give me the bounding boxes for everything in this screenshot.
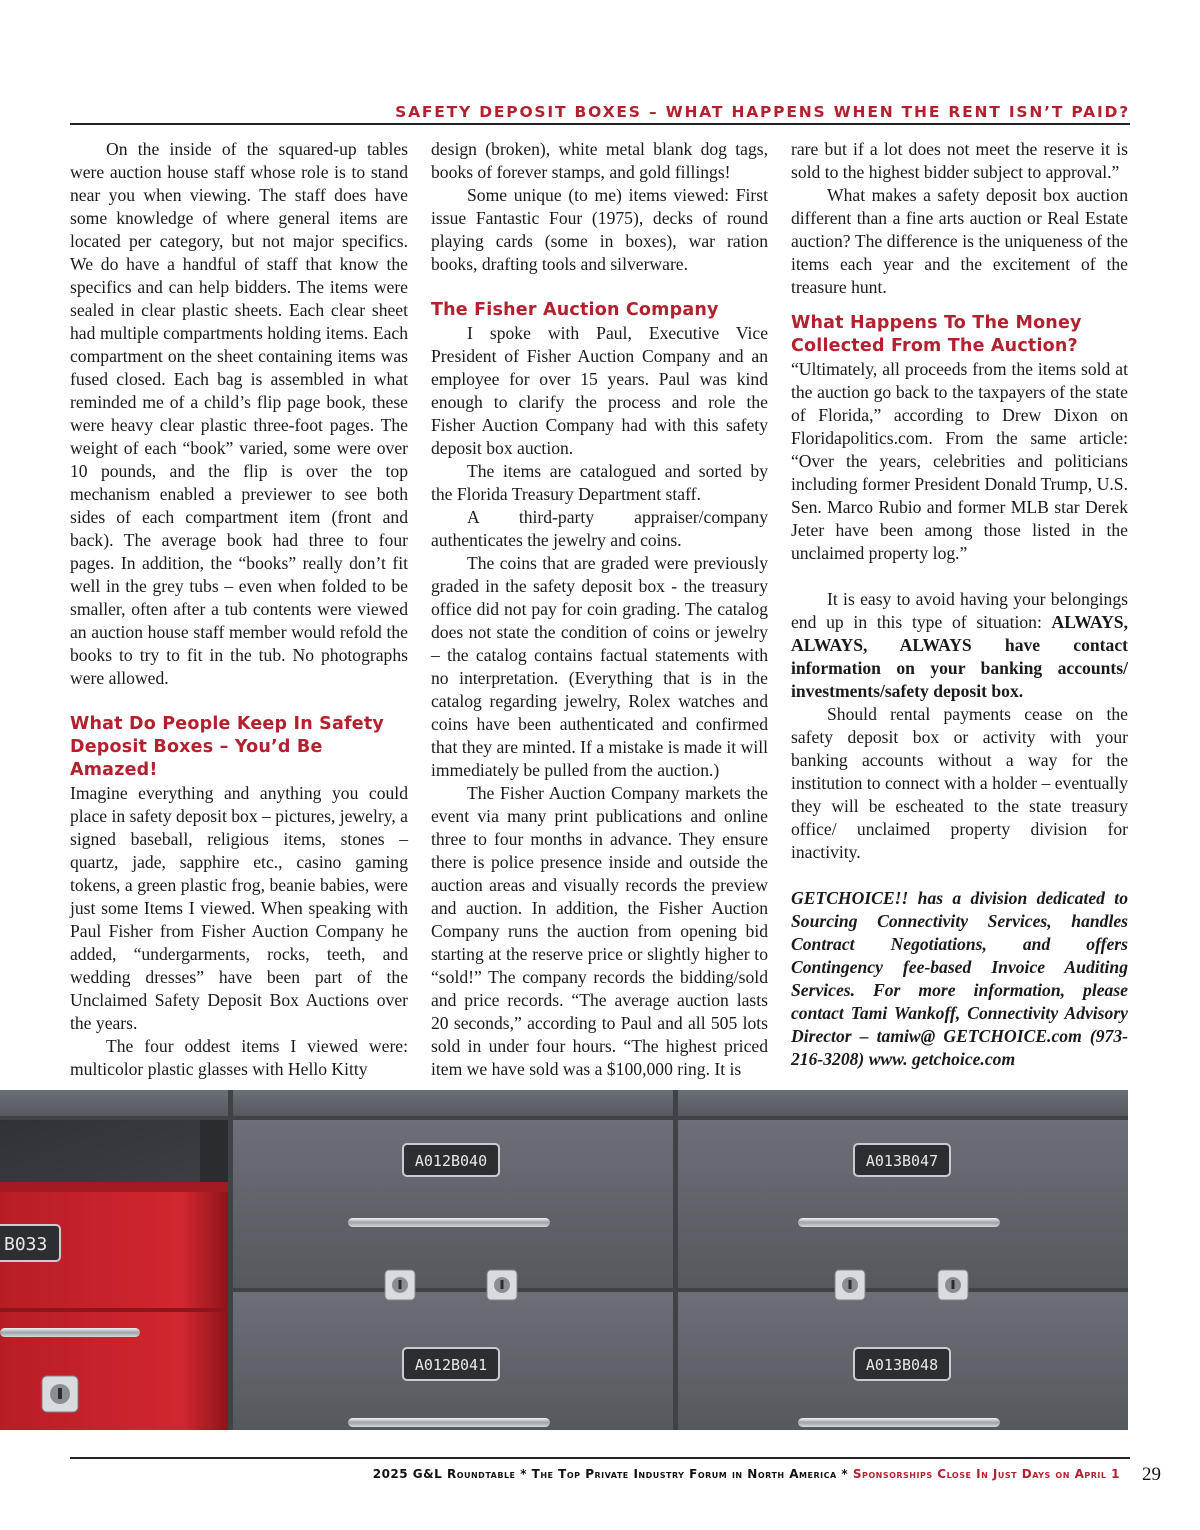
keyhole-lock-icon [835,1270,865,1300]
deposit-box-panel [0,1090,228,1116]
col2-paragraph-3: I spoke with Paul, Executive Vice President of Fisher Auction Company and an employee for over 15 years. Paul was kind enough to clarify the process and role the Fisher Auction Company had with this safety deposit box auction. [431,323,768,458]
box-label: A012B040 [414,1152,488,1170]
footer-accent-text: Sponsorships Close In Just Days on April 1 [852,1467,1120,1481]
col3-paragraph-4 [791,588,1128,703]
col1-paragraph-2: Imagine everything and anything you could place in safety deposit box – pictures, jewelry, a signed baseball, religious items, stones – quartz, jade, sapphire etc., casino gaming tokens, a green plastic frog, beanie babies, were just some Items I viewed. When speaking with Paul Fisher from Fisher Auction Company he added, “undergarments, rocks, teeth, and wedding dresses” have been part of the Unclaimed Safety Deposit Box Auctions over the years. [70,783,408,1033]
col1-paragraph-1: On the inside of the squared-up tables were auction house staff whose role is to stand near you when viewing. The staff does have some knowledge of where general items are located per category, but not major specifics. We do have a handful of staff that know the specifics and can help bidders. The items were sealed in clear plastic sheets. Each clear sheet had multiple compartments holding items. Each compartment on the sheet containing items was fused closed. Each bag is assembled in what reminded me of a child’s flip page book, these were heavy clear plastic three-foot pages. The weight of each “book” varied, some were over 10 pounds, and the flip is over the top mechanism enabled a previewer to see both sides of each compartment item (front and back). The average book had three to four pages. In addition, the “books” really don’t fit well in the grey tubs – even when folded to be smaller, often after a tub contents were viewed an auction house staff member would refold the books to try to fit in the tub. No photographs were allowed. [70,139,408,688]
deposit-box-panel [233,1090,673,1116]
section-heading-money: What Happens To The Money Collected From The Auction? [791,313,1082,356]
col3-paragraph-4-lead: It is easy to avoid having your belongings end up in this type of situation: [791,589,1128,632]
col3-paragraph-4-bold: ALWAYS, ALWAYS, ALWAYS have contact information on your banking accounts/ investments/safety deposit box. [791,612,1128,701]
drawer-handle [798,1418,1000,1427]
col2-paragraph-4: The items are catalogued and sorted by the Florida Treasury Department staff. [431,461,768,504]
col2-paragraph-2: Some unique (to me) items viewed: First issue Fantastic Four (1975), decks of round playing cards (some in boxes), war ration books, drafting tools and silverware. [431,185,768,274]
safety-deposit-boxes-photo [0,1090,1128,1430]
running-title: SAFETY DEPOSIT BOXES – WHAT HAPPENS WHEN THE RENT ISN’T PAID? [395,103,1130,121]
col2-paragraph-5: A third-party appraiser/company authenticates the jewelry and coins. [431,507,768,550]
box-label: A013B048 [865,1356,939,1374]
drawer-handle [348,1218,550,1227]
header-rule [70,123,1130,125]
page-number: 29 [1142,1464,1161,1485]
drawer-handle [348,1418,550,1427]
col1-paragraph-3: The four oddest items I viewed were: multicolor plastic glasses with Hello Kitty [70,1036,408,1079]
footer-rule [70,1457,1130,1459]
getchoice-promo: GETCHOICE!! has a division dedicated to Sourcing Connectivity Services, handles Contract Negotiations, and offers Contingency fee-based Invoice Auditing Services. For more information, please contact Tami Wankoff, Connectivity Advisory Director – tamiw@ GETCHOICE.com (973-216-3208) www. getchoice.com [791,888,1128,1069]
keyhole-lock-icon [487,1270,517,1300]
keyhole-lock-icon [385,1270,415,1300]
red-drawer-seam [0,1308,228,1312]
footer-main-text: 2025 G&L Roundtable * The Top Private Industry Forum in North America * [372,1467,853,1481]
column-2 [431,138,768,1081]
column-1 [70,138,408,1081]
box-label: B033 [4,1234,48,1255]
drawer-handle [0,1328,140,1337]
section-heading-fisher: The Fisher Auction Company [431,300,719,320]
col2-paragraph-7: The Fisher Auction Company markets the event via many print publications and online three to four months in advance. They ensure there is police presence inside and outside the auction areas and visually records the preview and auction. In addition, the Fisher Auction Company runs the auction from opening bid starting at the reserve price or slightly higher to “sold!” The company records the bidding/sold and price records. “The average auction lasts 20 seconds,” according to Paul and all 505 lots sold in under four hours. “The highest priced item we have sold was a $100,000 ring. It is [431,783,768,1079]
footer-banner [70,1467,1120,1481]
keyhole-lock-icon [42,1376,78,1412]
col2-paragraph-1: design (broken), white metal blank dog tags, books of forever stamps, and gold fillings! [431,139,768,182]
keyhole-lock-icon [938,1270,968,1300]
col3-paragraph-5: Should rental payments cease on the safety deposit box or activity with your banking accounts without a way for the institution to connect with a holder – eventually they will be escheated to the state treasury office/ unclaimed property division for inactivity. [791,704,1128,862]
drawer-handle [798,1218,1000,1227]
col3-paragraph-2: What makes a safety deposit box auction different than a fine arts auction or Real Estate auction? The difference is the uniqueness of the items each year and the excitement of the treasure hunt. [791,185,1128,297]
deposit-box-panel [678,1090,1128,1116]
section-heading-items: What Do People Keep In Safety Deposit Boxes – You’d Be Amazed! [70,714,385,780]
box-label: A012B041 [414,1356,488,1374]
col2-paragraph-6: The coins that are graded were previously graded in the safety deposit box - the treasury office did not pay for coin grading. The catalog does not state the condition of coins or jewelry – the catalog contains factual statements with no interpretation. (Everything that is in the catalog regarding jewelry, Rolex watches and coins have been authenticated and confirmed that they are minted. If a mistake is made it will immediately be pulled from the auction.) [431,553,768,780]
box-label: A013B047 [865,1152,939,1170]
red-drawer-top [0,1182,228,1192]
col3-paragraph-1: rare but if a lot does not meet the reserve it is sold to the highest bidder subject to approval.” [791,139,1128,182]
column-3 [791,138,1128,1071]
col3-paragraph-3: “Ultimately, all proceeds from the items sold at the auction go back to the taxpayers of the state of Florida,” according to Drew Dixon on Floridapolitics.com. From the same article: “Over the years, celebrities and politicians including former President Donald Trump, U.S. Sen. Marco Rubio and former MLB star Derek Jeter have been among those listed in the unclaimed property log.” [791,359,1128,563]
